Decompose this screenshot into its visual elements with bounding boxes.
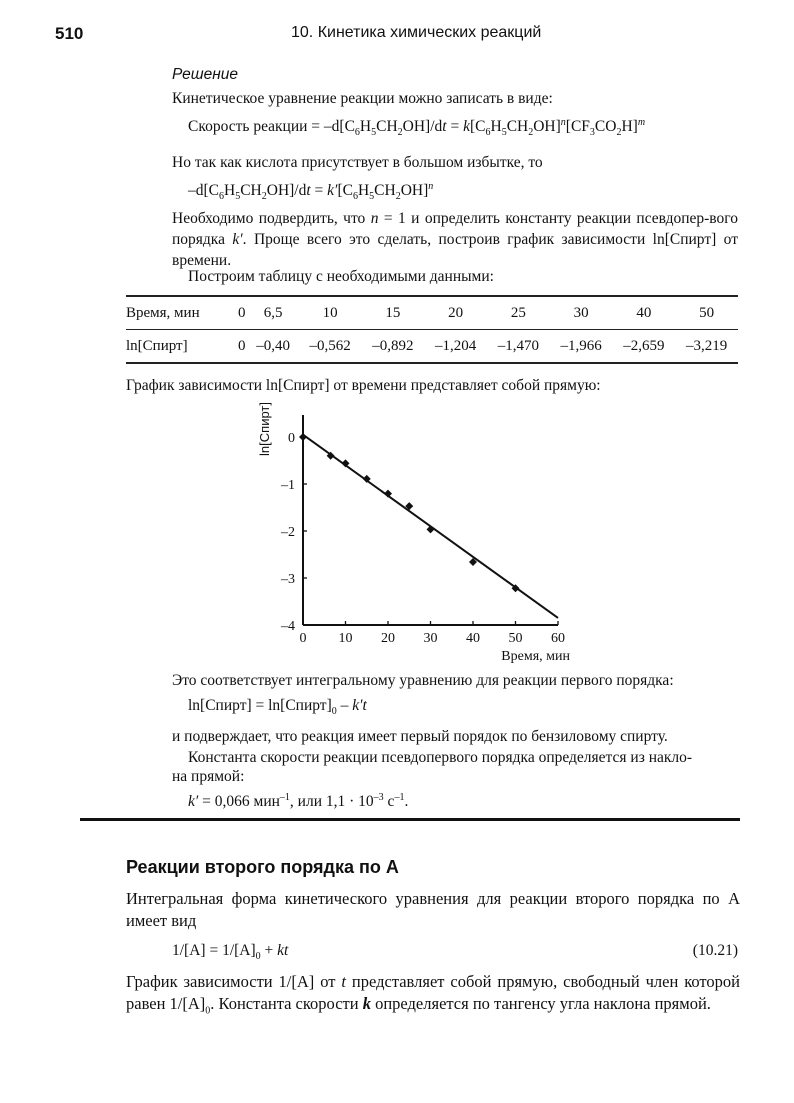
paragraph-second-order-plot: График зависимости 1/[A] от t представляет собой прямую, свободный член которой равен $1/[A]_0$. Константа скорости k определяется по тангенсу угла наклона прямой. <box>126 972 740 1017</box>
paragraph-table-intro: Построим таблицу с необходимыми данными: <box>188 268 494 285</box>
table-cell: 0 <box>236 296 247 330</box>
x-axis-label: Время, мин <box>501 649 570 664</box>
chart-axes <box>303 415 558 625</box>
svg-text:–4: –4 <box>281 619 295 634</box>
table-cell: 25 <box>487 296 550 330</box>
paragraph-confirms-order: и подверждает, что реакция имеет первый порядок по бензиловому спирту. <box>172 728 668 745</box>
paragraph-rate-constant-line2: на прямой: <box>172 768 245 785</box>
table-cell: 30 <box>550 296 613 330</box>
table-row-ln-alcohol <box>126 330 738 364</box>
data-point-diamond <box>427 525 435 533</box>
svg-text:–2: –2 <box>281 525 295 540</box>
table-cell: 15 <box>361 296 424 330</box>
svg-text:30: 30 <box>423 631 438 646</box>
table-cell: 10 <box>299 296 362 330</box>
table-cell: –1,966 <box>550 330 613 364</box>
table-cell: 40 <box>612 296 675 330</box>
svg-text:0: 0 <box>288 431 295 446</box>
pseudo-first-order-equation: $-d[C_6H_5CH_2OH]/dt = k'[C_6H_5CH_2OH]^n$ <box>188 180 434 203</box>
page-number: 510 <box>55 24 84 43</box>
first-order-integral-equation: ln[Спирт] = $\ln[Спирт]_0 - k't$ <box>188 697 367 718</box>
table-cell: 20 <box>424 296 487 330</box>
rate-constant-value: k′ = 0,066 мин$^{-1}$, или $1,1 \cdot 10^{-3}$ $с^{-1}$. <box>188 791 409 810</box>
svg-text:10: 10 <box>338 631 353 646</box>
section-heading-second-order: Реакции второго порядка по A <box>126 857 399 877</box>
table-cell: –3,219 <box>675 330 738 364</box>
table-cell: –0,562 <box>299 330 362 364</box>
row-header-ln-alcohol: ln[Спирт] <box>126 330 236 364</box>
paragraph-verify-order: Необходимо подвердить, что n = 1 и определить константу реакции псевдопер-вого порядка k′. Проще всего это сделать, построив график зависимости ln[Спирт] от времени. <box>172 210 738 269</box>
svg-text:–1: –1 <box>281 478 295 493</box>
data-points <box>299 433 520 592</box>
table-cell: –0,40 <box>247 330 298 364</box>
table-cell: –0,892 <box>361 330 424 364</box>
tick-labels <box>280 431 565 646</box>
table-cell: –1,204 <box>424 330 487 364</box>
solution-heading: Решение <box>172 66 239 83</box>
data-point-diamond <box>384 490 392 498</box>
section-divider <box>80 818 740 821</box>
running-title: 10. Кинетика химических реакций <box>291 24 542 41</box>
data-table <box>126 295 738 364</box>
row-header-time: Время, мин <box>126 296 236 330</box>
svg-text:–3: –3 <box>281 572 295 587</box>
y-axis-label: ln[Спирт] <box>257 402 272 456</box>
table-cell: –1,470 <box>487 330 550 364</box>
second-order-equation: $1/[A] = 1/[A]_0$ + kt <box>172 942 289 963</box>
data-point-diamond <box>299 433 307 441</box>
chart-caption: График зависимости ln[Спирт] от времени представляет собой прямую: <box>126 377 601 394</box>
svg-text:50: 50 <box>508 631 523 646</box>
paragraph-integral-equation: Это соответствует интегральному уравнению для реакции первого порядка: <box>172 672 674 689</box>
ln-alcohol-vs-time-chart <box>240 395 580 670</box>
svg-text:40: 40 <box>466 631 480 646</box>
svg-text:20: 20 <box>381 631 395 646</box>
svg-text:60: 60 <box>551 631 565 646</box>
table-row-time <box>126 296 738 330</box>
equation-number: (10.21) <box>692 942 738 959</box>
table-cell: 50 <box>675 296 738 330</box>
table-cell: –2,659 <box>612 330 675 364</box>
svg-text:0: 0 <box>299 631 307 646</box>
paragraph-acid-excess: Но так как кислота присутствует в большом избытке, то <box>172 154 543 171</box>
paragraph-second-order-intro: Интегральная форма кинетического уравнения для реакции второго порядка по A имеет вид <box>126 889 740 930</box>
solution-intro: Кинетическое уравнение реакции можно записать в виде: <box>172 90 553 107</box>
table-cell: 0 <box>236 330 247 364</box>
table-cell: 6,5 <box>247 296 298 330</box>
paragraph-rate-constant-line1: Константа скорости реакции псевдопервого порядка определяется из накло- <box>188 749 693 766</box>
rate-equation: Скорость реакции = $-d[C_6H_5CH_2OH]/dt = k[C_6H_5CH_2OH]^n[CF_3CO_2H]^m$ <box>188 116 646 139</box>
